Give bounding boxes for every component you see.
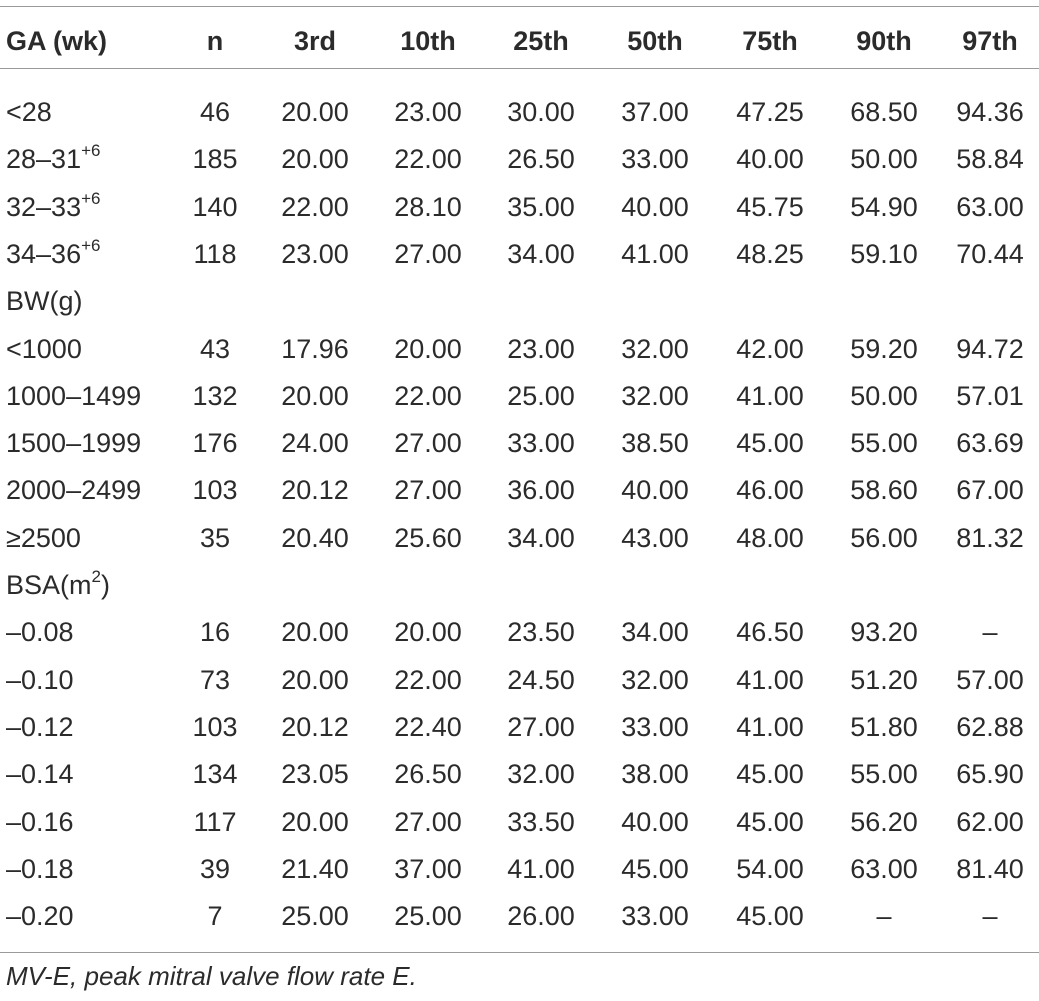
n-cell: 185	[192, 144, 238, 175]
p75-cell: 48.25	[736, 238, 804, 269]
superscript: +6	[81, 141, 101, 161]
p10-cell: 27.00	[394, 806, 462, 837]
p3-cell: 17.96	[281, 333, 349, 364]
p97-cell: 57.00	[956, 664, 1024, 695]
p25-cell: 34.00	[507, 238, 575, 269]
p3-cell: 24.00	[281, 428, 349, 459]
table-bottom-rule	[0, 952, 1039, 953]
table-row	[0, 184, 1039, 231]
p50-cell: 32.00	[621, 664, 689, 695]
n-cell: 134	[192, 759, 238, 790]
p97-cell: 94.36	[956, 97, 1024, 127]
p50-cell: 33.00	[621, 711, 689, 742]
p50-cell: 37.00	[621, 97, 689, 127]
row-label: –0.08	[6, 617, 74, 648]
superscript: 2	[91, 567, 101, 586]
table-row	[0, 657, 1039, 704]
p97-cell: 70.44	[956, 238, 1024, 269]
n-cell: 7	[207, 901, 223, 932]
p10-cell: 22.40	[394, 711, 462, 742]
p75-cell: 48.00	[736, 522, 804, 553]
p50-cell: 41.00	[621, 238, 689, 269]
header-p97: 97th	[962, 26, 1018, 56]
n-cell: 140	[192, 191, 238, 222]
row-label: –0.14	[6, 759, 74, 790]
p90-cell: 93.20	[850, 617, 918, 648]
p25-cell: 41.00	[507, 853, 575, 884]
p50-cell: 40.00	[621, 806, 689, 837]
p90-cell: 56.00	[850, 522, 918, 553]
p97-cell: 63.69	[956, 428, 1024, 459]
row-label: –0.18	[6, 853, 74, 884]
header-n: n	[206, 26, 224, 56]
p3-cell: 20.12	[281, 475, 349, 506]
table-row	[0, 704, 1039, 751]
p50-cell: 38.50	[621, 428, 689, 459]
p3-cell: 22.00	[281, 191, 349, 222]
p10-cell: 26.50	[394, 759, 462, 790]
p75-cell: 45.00	[736, 901, 804, 932]
p75-cell: 40.00	[736, 144, 804, 175]
p3-cell: 20.12	[281, 711, 349, 742]
p97-cell: 65.90	[956, 759, 1024, 790]
n-cell: 43	[199, 333, 231, 364]
p90-cell: 56.20	[850, 806, 918, 837]
p90-cell: 50.00	[850, 380, 918, 411]
p3-cell: 20.00	[281, 144, 349, 175]
p3-cell: 20.00	[281, 380, 349, 411]
p75-cell: 41.00	[736, 711, 804, 742]
p50-cell: 32.00	[621, 380, 689, 411]
p3-cell: 20.00	[281, 664, 349, 695]
p75-cell: 45.75	[736, 191, 804, 222]
p25-cell: 32.00	[507, 759, 575, 790]
table-row	[0, 467, 1039, 514]
p3-cell: 20.00	[281, 97, 349, 127]
p3-cell: 23.00	[281, 238, 349, 269]
p10-cell: 22.00	[394, 144, 462, 175]
p10-cell: 22.00	[394, 380, 462, 411]
table-row	[0, 515, 1039, 562]
table-row	[0, 846, 1039, 893]
p75-cell: 45.00	[736, 428, 804, 459]
n-cell: 46	[199, 97, 231, 127]
p90-cell: 50.00	[850, 144, 918, 175]
header-p3: 3rd	[293, 26, 337, 56]
p90-cell: 59.10	[850, 238, 918, 269]
row-label: $28-31^{+6}$	[6, 141, 101, 175]
p97-cell: –	[982, 617, 998, 648]
row-label: 2000–2499	[6, 475, 142, 506]
n-cell: 39	[199, 853, 231, 884]
row-label: ≥2500	[6, 522, 81, 553]
p25-cell: 26.50	[507, 144, 575, 175]
header-p10: 10th	[400, 26, 456, 56]
p90-cell: 54.90	[850, 191, 918, 222]
p50-cell: 43.00	[621, 522, 689, 553]
p75-cell: 41.00	[736, 380, 804, 411]
p50-cell: 32.00	[621, 333, 689, 364]
p75-cell: 42.00	[736, 333, 804, 364]
p25-cell: 26.00	[507, 901, 575, 932]
p90-cell: 63.00	[850, 853, 918, 884]
header-p50: 50th	[627, 26, 683, 56]
table-row	[0, 420, 1039, 467]
n-cell: 103	[192, 475, 238, 506]
n-cell: 103	[192, 711, 238, 742]
p50-cell: 33.00	[621, 144, 689, 175]
row-label: <28	[6, 97, 52, 127]
p25-cell: 27.00	[507, 711, 575, 742]
row-label: 1500–1999	[6, 428, 142, 459]
n-cell: 132	[192, 380, 238, 411]
p3-cell: 20.00	[281, 617, 349, 648]
p3-cell: 20.00	[281, 806, 349, 837]
table-row	[0, 89, 1039, 136]
table-header-rule	[0, 68, 1039, 69]
row-label: 1000–1499	[6, 380, 142, 411]
header-p75: 75th	[742, 26, 798, 56]
p50-cell: 34.00	[621, 617, 689, 648]
p75-cell: 47.25	[736, 97, 804, 127]
p10-cell: 20.00	[394, 333, 462, 364]
p25-cell: 36.00	[507, 475, 575, 506]
p25-cell: 35.00	[507, 191, 575, 222]
section-row	[0, 562, 1039, 609]
p25-cell: 25.00	[507, 380, 575, 411]
p3-cell: 23.05	[281, 759, 349, 790]
p90-cell: 68.50	[850, 97, 918, 127]
p10-cell: 23.00	[394, 97, 462, 127]
p97-cell: 81.32	[956, 522, 1024, 553]
row-label: $32-33^{+6}$	[6, 188, 101, 222]
p10-cell: 27.00	[394, 428, 462, 459]
n-cell: 176	[192, 428, 238, 459]
section-label: BW(g)	[6, 286, 83, 317]
superscript: +6	[81, 235, 101, 255]
p10-cell: 25.60	[394, 522, 462, 553]
row-label: –0.20	[6, 901, 74, 932]
superscript: +6	[81, 188, 101, 208]
p50-cell: 38.00	[621, 759, 689, 790]
table-row	[0, 373, 1039, 420]
p50-cell: 40.00	[621, 475, 689, 506]
n-cell: 117	[193, 806, 237, 837]
p97-cell: 63.00	[956, 191, 1024, 222]
table-row	[0, 136, 1039, 183]
p3-cell: 21.40	[281, 853, 349, 884]
table-footnote: MV-E, peak mitral valve flow rate E.	[6, 961, 417, 991]
table-row	[0, 751, 1039, 798]
p90-cell: 51.80	[850, 711, 918, 742]
p97-cell: 94.72	[956, 333, 1024, 364]
section-label: $BSA(m^2)$	[6, 567, 110, 600]
table-row	[0, 609, 1039, 656]
n-cell: 118	[193, 238, 237, 269]
n-cell: 35	[199, 522, 231, 553]
table-row	[0, 326, 1039, 373]
row-label: –0.10	[6, 664, 74, 695]
table-top-rule	[0, 6, 1039, 7]
p97-cell: 62.88	[956, 711, 1024, 742]
n-cell: 73	[199, 664, 231, 695]
row-label: –0.12	[6, 711, 74, 742]
p3-cell: 25.00	[281, 901, 349, 932]
p3-cell: 20.40	[281, 522, 349, 553]
p90-cell: –	[876, 901, 892, 932]
p25-cell: 33.50	[507, 806, 575, 837]
table-row	[0, 799, 1039, 846]
p10-cell: 37.00	[394, 853, 462, 884]
p75-cell: 41.00	[736, 664, 804, 695]
p97-cell: 81.40	[956, 853, 1024, 884]
p50-cell: 40.00	[621, 191, 689, 222]
section-row	[0, 278, 1039, 325]
p90-cell: 51.20	[850, 664, 918, 695]
header-p90: 90th	[856, 26, 912, 56]
n-cell: 16	[199, 617, 231, 648]
p75-cell: 45.00	[736, 759, 804, 790]
table-row	[0, 231, 1039, 278]
row-label: $34-36^{+6}$	[6, 235, 101, 269]
p10-cell: 27.00	[394, 475, 462, 506]
header-p25: 25th	[513, 26, 569, 56]
header-ga: GA (wk)	[6, 26, 107, 56]
p75-cell: 46.00	[736, 475, 804, 506]
p75-cell: 54.00	[736, 853, 804, 884]
p25-cell: 34.00	[507, 522, 575, 553]
p97-cell: 67.00	[956, 475, 1024, 506]
table-header-row	[0, 18, 1039, 65]
p90-cell: 59.20	[850, 333, 918, 364]
p10-cell: 28.10	[394, 191, 462, 222]
p10-cell: 20.00	[394, 617, 462, 648]
row-label: <1000	[6, 333, 82, 364]
p90-cell: 58.60	[850, 475, 918, 506]
p50-cell: 33.00	[621, 901, 689, 932]
table-row	[0, 893, 1039, 940]
p75-cell: 45.00	[736, 806, 804, 837]
p25-cell: 23.00	[507, 333, 575, 364]
p90-cell: 55.00	[850, 428, 918, 459]
p50-cell: 45.00	[621, 853, 689, 884]
p10-cell: 22.00	[394, 664, 462, 695]
p25-cell: 30.00	[507, 97, 575, 127]
p90-cell: 55.00	[850, 759, 918, 790]
p10-cell: 25.00	[394, 901, 462, 932]
p97-cell: –	[982, 901, 998, 932]
p25-cell: 23.50	[507, 617, 575, 648]
row-label: –0.16	[6, 806, 74, 837]
p97-cell: 62.00	[956, 806, 1024, 837]
p97-cell: 58.84	[956, 144, 1024, 175]
p97-cell: 57.01	[956, 380, 1024, 411]
p25-cell: 24.50	[507, 664, 575, 695]
p10-cell: 27.00	[394, 238, 462, 269]
p25-cell: 33.00	[507, 428, 575, 459]
p75-cell: 46.50	[736, 617, 804, 648]
